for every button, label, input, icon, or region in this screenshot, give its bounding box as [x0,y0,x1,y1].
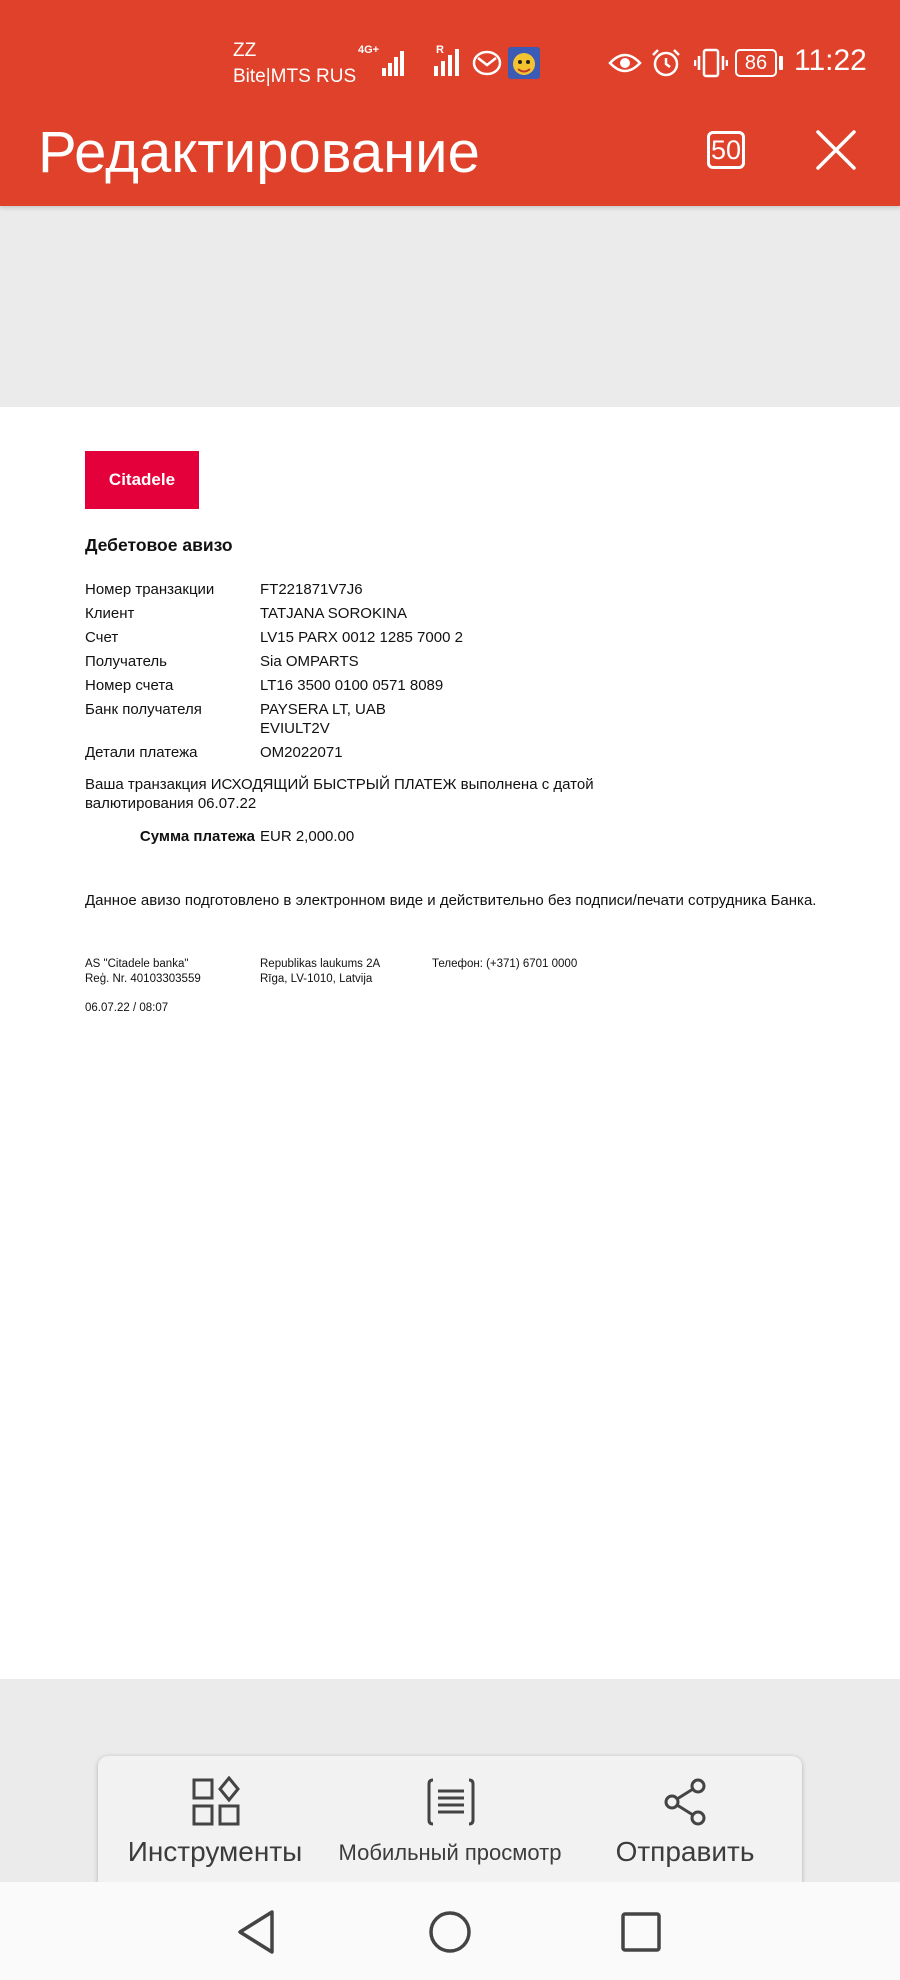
network-type-label: 4G+ [358,44,380,56]
detail-row [85,700,785,738]
battery-icon: 86 [735,49,777,77]
detail-label: Счет [85,629,119,646]
detail-row [85,604,785,623]
detail-row [85,743,785,762]
home-circle-icon [420,1902,480,1962]
share-icon [660,1776,712,1828]
message-line-2: валютирования 06.07.22 [85,795,257,812]
footer-phone: Телефон: (+371) 6701 0000 [432,958,578,970]
tools-button[interactable] [98,1756,332,1896]
back-triangle-icon [226,1902,286,1962]
disclaimer-note: Данное авизо подготовлено в электронном виде и действительно без подписи/печати сотрудника Банка. [85,892,817,909]
detail-value: LV15 PARX 0012 1285 7000 2 [260,629,463,646]
close-button[interactable] [812,126,860,174]
home-button[interactable] [420,1902,480,1962]
status-time: 11:22 [794,44,867,77]
footer-street: Republikas laukums 2A [260,958,381,970]
details-table [85,580,785,767]
document-title: Дебетовое авизо [85,535,233,555]
bank-logo: Citadele [85,451,199,509]
detail-value: LT16 3500 0100 0571 8089 [260,677,444,694]
message-line-1: Ваша транзакция ИСХОДЯЩИЙ БЫСТРЫЙ ПЛАТЕЖ выполнена с датой [85,776,594,793]
share-label: Отправить [615,1836,755,1867]
signal-icon [434,46,466,78]
detail-row [85,580,785,599]
detail-value: OM2022071 [260,744,343,761]
mobile-view-button[interactable] [333,1756,567,1896]
detail-value: PAYSERA LT, UAB [260,701,386,718]
footer-address [260,957,380,987]
detail-value: Sia OMPARTS [260,653,359,670]
carrier-info [233,38,356,90]
battery-tip [779,56,783,70]
detail-label: Получатель [85,653,167,670]
recents-square-icon [611,1902,671,1962]
bottom-toolbar [98,1756,802,1896]
transaction-message [85,775,645,813]
close-icon [812,126,860,174]
detail-value-line-2: EVIULT2V [260,720,330,737]
footer-company [85,957,201,987]
app-header [0,0,900,206]
detail-label: Номер счета [85,677,174,694]
mobile-view-icon [425,1776,477,1828]
detail-value: TATJANA SOROKINA [260,605,407,622]
detail-row [85,628,785,647]
sum-label: Сумма платежа [139,828,255,845]
alarm-icon [650,47,682,84]
detail-label: Клиент [85,605,135,622]
detail-row [85,652,785,671]
system-nav-bar [0,1882,900,1980]
back-button[interactable] [226,1902,286,1962]
sum-value: EUR 2,000.00 [260,828,355,845]
detail-label: Банк получателя [85,701,202,718]
tools-label: Инструменты [127,1836,303,1867]
app-avatar-icon [508,47,540,84]
page-count-badge[interactable]: 50 [707,131,745,169]
signal-icon [358,46,410,78]
share-button[interactable] [568,1756,802,1896]
vibrate-icon [694,47,728,84]
carrier-line-2: Bite|MTS RUS [233,66,357,87]
status-bar [0,0,900,120]
carrier-line-1: ZZ [233,40,257,61]
footer-city: Rīga, LV-1010, Latvija [260,973,373,985]
eye-icon [608,51,642,80]
roaming-tag: R [436,44,444,56]
detail-value: FT221871V7J6 [260,581,363,598]
recents-button[interactable] [611,1902,671,1962]
detail-row [85,676,785,695]
mail-icon [472,50,502,81]
detail-label: Номер транзакции [85,581,215,598]
detail-label: Детали платежа [85,744,198,761]
tools-grid-icon [190,1776,242,1828]
page-title: Редактирование [38,120,480,185]
footer-datetime: 06.07.22 / 08:07 [85,1002,169,1014]
footer-reg-number: Reģ. Nr. 40103303559 [85,973,201,985]
footer-company-name: AS "Citadele banka" [85,958,189,970]
mobile-view-label: Мобильный просмотр [338,1840,562,1865]
document-page [0,407,900,1679]
